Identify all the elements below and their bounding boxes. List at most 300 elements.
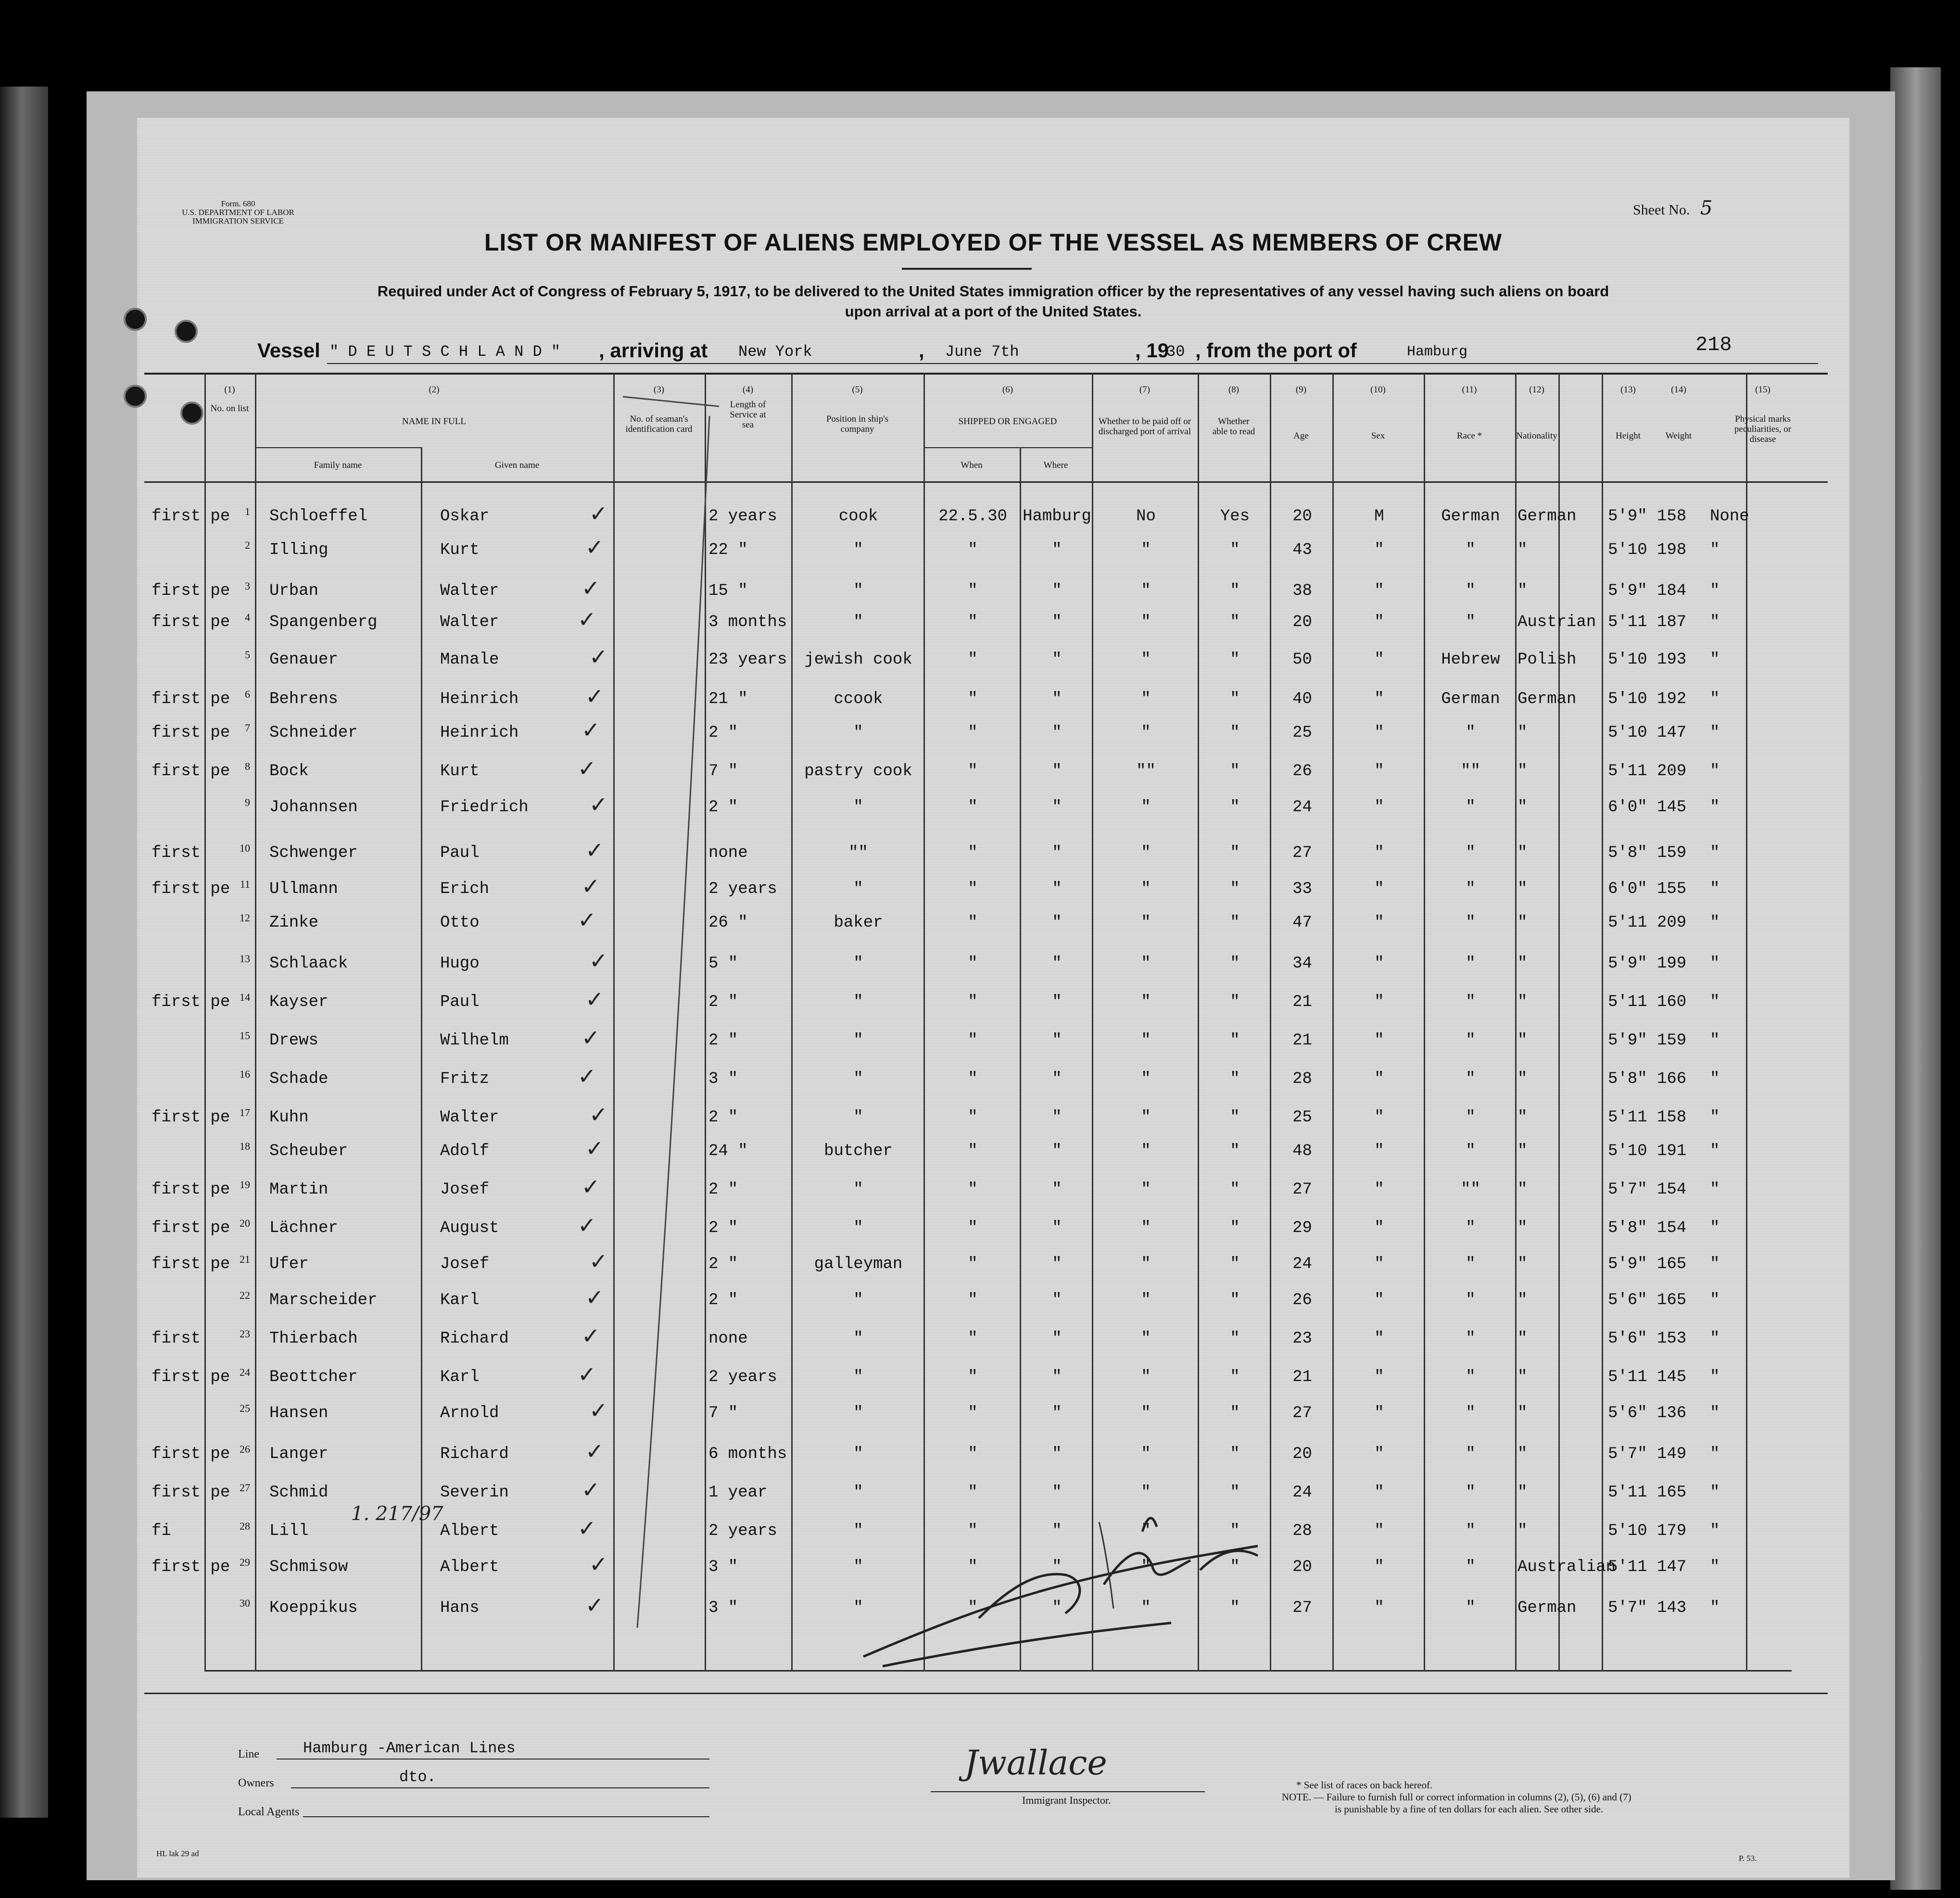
shipped-when-cell: " <box>968 1070 978 1088</box>
footer-top-rule <box>144 1693 1828 1694</box>
subtitle-line-1: Required under Act of Congress of February 5, 1917, to be delivered to the United States immigration officer by the representatives of any vessel having such aliens on board <box>377 283 1609 300</box>
form-id-block <box>166 200 310 226</box>
physical-marks-cell: " <box>1710 690 1720 708</box>
paid-off-cell: " <box>1141 1404 1151 1422</box>
col-header-given: Given name <box>494 460 540 470</box>
checkmark-icon: ✓ <box>582 873 600 899</box>
paid-off-cell: " <box>1141 724 1151 742</box>
position-cell: " <box>853 1291 863 1309</box>
height-cell: 5'7" <box>1608 1181 1647 1199</box>
weight-cell: 191 <box>1657 1142 1687 1160</box>
inspector-signature: Jwallace <box>964 1743 1107 1783</box>
paid-off-cell: " <box>1141 1255 1151 1273</box>
note-races: * See list of races on back hereof. <box>1296 1779 1433 1791</box>
checkmark-icon: ✓ <box>585 986 604 1012</box>
age-cell: 47 <box>1292 914 1312 932</box>
checkmark-icon: ✓ <box>582 1174 600 1200</box>
print-code: HL lak 29 ad <box>156 1849 199 1858</box>
family-name-cell: Lächner <box>269 1219 338 1237</box>
table-row <box>137 1104 1849 1132</box>
family-name-cell: Spangenberg <box>269 613 378 631</box>
family-name-cell: Scheuber <box>269 1142 348 1160</box>
paid-off-cell: " <box>1141 582 1151 600</box>
family-name-cell: Lill <box>269 1522 309 1540</box>
col-rule <box>1515 373 1517 1671</box>
sheet-number-block <box>1633 197 1712 219</box>
shipped-when-cell: " <box>968 955 978 973</box>
sex-cell: " <box>1374 1599 1384 1617</box>
family-name-cell: Koeppikus <box>269 1599 358 1617</box>
weight-cell: 159 <box>1657 844 1687 862</box>
weight-cell: 160 <box>1657 993 1687 1011</box>
can-read-cell: " <box>1230 724 1240 742</box>
service-cell: 3 " <box>708 1070 738 1088</box>
service-cell: 26 " <box>708 914 748 932</box>
footer-rule <box>303 1816 709 1817</box>
age-cell: 24 <box>1292 798 1312 817</box>
weight-cell: 165 <box>1657 1291 1687 1309</box>
shipped-where-cell: " <box>1052 1070 1062 1088</box>
table-row <box>137 1137 1849 1166</box>
age-cell: 27 <box>1292 844 1312 862</box>
number-cell: 2 <box>245 539 250 551</box>
mark-cell: first pe <box>152 1368 230 1386</box>
paid-off-cell: " <box>1141 1445 1151 1463</box>
height-cell: 5'8" <box>1608 1070 1647 1088</box>
given-name-cell: Josef <box>440 1255 490 1273</box>
col-header-when: When <box>961 460 983 470</box>
service-cell: 2 " <box>708 1031 738 1050</box>
service-cell: 2 " <box>708 1181 738 1199</box>
physical-marks-cell: " <box>1710 1404 1720 1422</box>
age-cell: 34 <box>1292 955 1312 973</box>
number-cell: 3 <box>245 580 250 592</box>
weight-cell: 136 <box>1657 1404 1687 1422</box>
can-read-cell: " <box>1230 914 1240 932</box>
position-cell: " <box>853 613 863 631</box>
given-name-cell: Fritz <box>440 1070 490 1088</box>
vessel-name: " D E U T S C H L A N D " <box>329 343 561 361</box>
age-cell: 23 <box>1292 1330 1312 1348</box>
checkmark-icon: ✓ <box>582 1025 600 1051</box>
age-cell: 20 <box>1292 507 1312 526</box>
height-cell: 5'11 <box>1608 1558 1647 1576</box>
position-cell: " <box>853 993 863 1011</box>
can-read-cell: " <box>1230 651 1240 669</box>
shipped-where-cell: " <box>1052 541 1062 559</box>
race-cell: German <box>1441 507 1500 526</box>
position-cell: " <box>853 1445 863 1463</box>
height-cell: 5'9" <box>1608 507 1647 526</box>
paid-off-cell: " <box>1141 541 1151 559</box>
family-name-cell: Ufer <box>269 1255 309 1273</box>
service-cell: 15 " <box>708 582 748 600</box>
position-cell: " <box>853 1558 863 1576</box>
given-name-cell: Friedrich <box>440 798 529 817</box>
position-cell: " <box>853 1219 863 1237</box>
weight-cell: 165 <box>1657 1483 1687 1502</box>
physical-marks-cell: " <box>1710 914 1720 932</box>
family-name-cell: Bock <box>269 762 309 780</box>
family-name-cell: Schneider <box>269 724 358 742</box>
col-num: (5) <box>852 385 863 395</box>
weight-cell: 155 <box>1657 880 1687 898</box>
sex-cell: " <box>1374 955 1384 973</box>
family-name-cell: Schwenger <box>269 844 358 862</box>
number-cell: 29 <box>240 1556 250 1568</box>
weight-cell: 147 <box>1657 724 1687 742</box>
can-read-cell: " <box>1230 1255 1240 1273</box>
given-name-cell: Hans <box>440 1599 480 1617</box>
shipped-when-cell: " <box>968 582 978 600</box>
age-cell: 25 <box>1292 724 1312 742</box>
sex-cell: " <box>1374 1142 1384 1160</box>
given-name-cell: Kurt <box>440 541 480 559</box>
weight-cell: 198 <box>1657 541 1687 559</box>
table-row <box>137 1363 1849 1392</box>
can-read-cell: " <box>1230 1142 1240 1160</box>
col-header-name <box>255 385 613 427</box>
shipped-where-cell: " <box>1052 1599 1062 1617</box>
physical-marks-cell: " <box>1710 1599 1720 1617</box>
shipped-where-cell: " <box>1052 1181 1062 1199</box>
weight-cell: 154 <box>1657 1181 1687 1199</box>
number-cell: 10 <box>240 842 250 854</box>
can-read-cell: " <box>1230 1181 1240 1199</box>
race-cell: " <box>1466 798 1476 817</box>
table-row <box>137 1065 1849 1094</box>
paid-off-cell: " <box>1141 1330 1151 1348</box>
service-cell: 2 years <box>708 1368 777 1386</box>
shipped-where-cell: " <box>1052 798 1062 817</box>
height-cell: 6'0" <box>1608 880 1647 898</box>
physical-marks-cell: " <box>1710 1070 1720 1088</box>
position-cell: pastry cook <box>804 762 912 780</box>
paid-off-cell: " <box>1141 914 1151 932</box>
table-row <box>137 608 1849 637</box>
service-cell: 3 months <box>708 613 787 631</box>
footer-note <box>1282 1779 1631 1815</box>
service-cell: 2 " <box>708 1108 738 1127</box>
checkmark-icon: ✓ <box>585 1438 604 1464</box>
can-read-cell: " <box>1230 1108 1240 1127</box>
physical-marks-cell: " <box>1710 1291 1720 1309</box>
shipped-where-cell: " <box>1052 1255 1062 1273</box>
weight-cell: 166 <box>1657 1070 1687 1088</box>
col-header-no <box>204 385 255 414</box>
service-name: IMMIGRATION SERVICE <box>192 216 284 226</box>
note-line-1: NOTE. — Failure to furnish full or correct information in columns (2), (5), (6) and (7) <box>1282 1791 1631 1803</box>
nationality-cell: Polish <box>1517 651 1577 669</box>
position-cell: " <box>853 1404 863 1422</box>
col-header-where: Where <box>1043 460 1068 470</box>
service-cell: 7 " <box>708 762 738 780</box>
shipped-when-cell: " <box>968 1483 978 1502</box>
handwritten-note: 1. 217/97 <box>351 1503 443 1525</box>
shipped-where-cell: " <box>1052 993 1062 1011</box>
corner-code: P. 53. <box>1739 1854 1757 1863</box>
checkmark-icon: ✓ <box>589 1397 608 1423</box>
shipped-when-cell: " <box>968 914 978 932</box>
shipped-where-cell: " <box>1052 1445 1062 1463</box>
col-title: Age <box>1293 431 1309 441</box>
physical-marks-cell: " <box>1710 1031 1720 1050</box>
given-name-cell: Karl <box>440 1368 480 1386</box>
can-read-cell: " <box>1230 1599 1240 1617</box>
shipped-when-cell: 22.5.30 <box>938 507 1007 526</box>
shipped-where-cell: " <box>1052 880 1062 898</box>
sex-cell: " <box>1374 880 1384 898</box>
nationality-cell: German <box>1517 690 1577 708</box>
number-cell: 22 <box>240 1289 250 1301</box>
given-name-cell: August <box>440 1219 499 1237</box>
nationality-cell: " <box>1517 1445 1528 1463</box>
given-name-cell: Oskar <box>440 507 490 526</box>
physical-marks-cell: " <box>1710 651 1720 669</box>
sex-cell: " <box>1374 582 1384 600</box>
shipped-when-cell: " <box>968 541 978 559</box>
shipped-where-cell: " <box>1052 1483 1062 1502</box>
col-title: No. on list <box>210 403 249 414</box>
sex-cell: " <box>1374 1522 1384 1540</box>
given-name-cell: Paul <box>440 993 480 1011</box>
can-read-cell: " <box>1230 1522 1240 1540</box>
family-name-cell: Ullmann <box>269 880 338 898</box>
footer-line-value: Hamburg -American Lines <box>303 1739 516 1757</box>
age-cell: 27 <box>1292 1599 1312 1617</box>
age-cell: 50 <box>1292 651 1312 669</box>
height-cell: 5'10 <box>1608 541 1647 559</box>
given-name-cell: Erich <box>440 880 490 898</box>
checkmark-icon: ✓ <box>589 1102 608 1128</box>
year-label: , 19 <box>1135 339 1169 362</box>
age-cell: 20 <box>1292 613 1312 631</box>
shipped-subheader-rule <box>923 447 1092 448</box>
age-cell: 28 <box>1292 1522 1312 1540</box>
mark-cell: first pe <box>152 613 230 631</box>
paid-off-cell: " <box>1141 613 1151 631</box>
position-cell: " <box>853 1070 863 1088</box>
checkmark-icon: ✓ <box>589 501 608 527</box>
age-cell: 26 <box>1292 1291 1312 1309</box>
paid-off-cell: " <box>1141 844 1151 862</box>
mark-cell: first pe <box>152 1219 230 1237</box>
can-read-cell: " <box>1230 955 1240 973</box>
family-name-cell: Kayser <box>269 993 329 1011</box>
race-cell: " <box>1466 1108 1476 1127</box>
can-read-cell: " <box>1230 880 1240 898</box>
mark-cell: first pe <box>152 1445 230 1463</box>
can-read-cell: " <box>1230 1483 1240 1502</box>
height-cell: 5'11 <box>1608 993 1647 1011</box>
table-row <box>137 719 1849 748</box>
service-cell: 21 " <box>708 690 748 708</box>
number-cell: 23 <box>240 1328 250 1340</box>
height-cell: 5'6" <box>1608 1330 1647 1348</box>
height-cell: 5'11 <box>1608 1483 1647 1502</box>
table-row <box>137 503 1849 531</box>
number-cell: 12 <box>240 912 250 924</box>
table-top-rule <box>144 373 1828 375</box>
checkmark-icon: ✓ <box>585 837 604 863</box>
nationality-cell: " <box>1517 955 1528 973</box>
number-cell: 11 <box>240 878 250 890</box>
footer-owners-value: dto. <box>399 1768 436 1786</box>
nationality-cell: " <box>1517 1404 1528 1422</box>
physical-marks-cell: " <box>1710 1108 1720 1127</box>
race-cell: " <box>1466 582 1476 600</box>
can-read-cell: " <box>1230 613 1240 631</box>
can-read-cell: " <box>1230 762 1240 780</box>
footer-rule <box>277 1759 709 1760</box>
shipped-when-cell: " <box>968 1330 978 1348</box>
number-cell: 27 <box>240 1482 250 1494</box>
nationality-cell: " <box>1517 993 1528 1011</box>
table-row <box>137 909 1849 938</box>
footer-rule <box>291 1787 709 1788</box>
paid-off-cell: " <box>1141 1291 1151 1309</box>
given-name-cell: Adolf <box>440 1142 490 1160</box>
checkmark-icon: ✓ <box>585 683 604 709</box>
mark-cell: first pe <box>152 993 230 1011</box>
weight-cell: 158 <box>1657 1108 1687 1127</box>
race-cell: Hebrew <box>1441 651 1500 669</box>
age-cell: 26 <box>1292 762 1312 780</box>
nationality-cell: " <box>1517 1142 1528 1160</box>
service-cell: 2 " <box>708 798 738 817</box>
service-cell: 2 years <box>708 880 777 898</box>
given-name-cell: Josef <box>440 1181 490 1199</box>
col-num: (9) <box>1295 385 1307 395</box>
table-row <box>137 536 1849 565</box>
film-edge-right <box>1890 67 1941 1890</box>
nationality-cell: German <box>1517 1599 1577 1617</box>
service-cell: 2 " <box>708 1255 738 1273</box>
race-cell: " <box>1466 1368 1476 1386</box>
given-name-cell: Walter <box>440 1108 499 1127</box>
height-cell: 6'0" <box>1608 798 1647 817</box>
mark-cell: first pe <box>152 880 230 898</box>
paid-off-cell: " <box>1141 1368 1151 1386</box>
shipped-where-cell: " <box>1052 1558 1062 1576</box>
service-cell: 7 " <box>708 1404 738 1422</box>
nationality-cell: " <box>1517 541 1528 559</box>
family-name-cell: Behrens <box>269 690 338 708</box>
service-cell: 1 year <box>708 1483 768 1502</box>
service-cell: 2 " <box>708 1219 738 1237</box>
number-cell: 28 <box>240 1520 250 1532</box>
nationality-cell: " <box>1517 1368 1528 1386</box>
shipped-where-cell: " <box>1052 613 1062 631</box>
family-name-cell: Zinke <box>269 914 319 932</box>
number-cell: 13 <box>240 953 250 965</box>
physical-marks-cell: " <box>1710 1255 1720 1273</box>
family-name-cell: Schade <box>269 1070 329 1088</box>
sex-cell: " <box>1374 690 1384 708</box>
col-header-weight <box>1655 385 1703 441</box>
number-cell: 16 <box>240 1068 250 1080</box>
physical-marks-cell: " <box>1710 1181 1720 1199</box>
service-cell: 3 " <box>708 1558 738 1576</box>
race-cell: " <box>1466 1330 1476 1348</box>
nationality-cell: " <box>1517 1291 1528 1309</box>
table-row <box>137 1176 1849 1205</box>
checkmark-icon: ✓ <box>585 1135 604 1161</box>
position-cell: " <box>853 880 863 898</box>
sex-cell: " <box>1374 798 1384 817</box>
position-cell: " <box>853 955 863 973</box>
height-cell: 5'11 <box>1608 762 1647 780</box>
shipped-when-cell: " <box>968 1404 978 1422</box>
given-name-cell: Heinrich <box>440 724 519 742</box>
family-name-cell: Beottcher <box>269 1368 358 1386</box>
checkmark-icon: ✓ <box>578 907 596 933</box>
col-header-read <box>1198 385 1270 437</box>
col-rule <box>1270 373 1271 1671</box>
paid-off-cell: " <box>1141 1142 1151 1160</box>
shipped-when-cell: " <box>968 1181 978 1199</box>
col-rule <box>204 373 206 1671</box>
shipped-when-cell: " <box>968 1599 978 1617</box>
col-title: Physical marks peculiarities, or disease <box>1734 414 1792 444</box>
race-cell: German <box>1441 690 1500 708</box>
shipped-where-cell: " <box>1052 651 1062 669</box>
shipped-where-cell: Hamburg <box>1023 507 1091 526</box>
col-num: (2) <box>429 385 440 395</box>
family-name-cell: Illing <box>269 541 329 559</box>
checkmark-icon: ✓ <box>582 1477 600 1503</box>
mark-cell: first pe <box>152 1558 230 1576</box>
arrival-date: June 7th <box>945 343 1019 361</box>
given-name-cell: Walter <box>440 582 499 600</box>
family-name-cell: Urban <box>269 582 319 600</box>
service-cell: 3 " <box>708 1599 738 1617</box>
nationality-cell: " <box>1517 1031 1528 1050</box>
service-cell: 2 " <box>708 993 738 1011</box>
sex-cell: " <box>1374 1445 1384 1463</box>
checkmark-icon: ✓ <box>578 1515 596 1541</box>
checkmark-icon: ✓ <box>582 717 600 743</box>
number-cell: 1 <box>245 505 250 517</box>
physical-marks-cell: " <box>1710 1558 1720 1576</box>
height-cell: 5'10 <box>1608 690 1647 708</box>
inspector-label: Immigrant Inspector. <box>1022 1794 1111 1806</box>
sex-cell: " <box>1374 844 1384 862</box>
shipped-where-cell: " <box>1052 1368 1062 1386</box>
can-read-cell: " <box>1230 1330 1240 1348</box>
service-cell: 2 years <box>708 507 777 526</box>
col-num: (12) <box>1529 385 1544 395</box>
paid-off-cell: " <box>1141 1070 1151 1088</box>
physical-marks-cell: " <box>1710 1368 1720 1386</box>
given-name-cell: Hugo <box>440 955 480 973</box>
weight-cell: 193 <box>1657 651 1687 669</box>
col-title: Race * <box>1456 431 1482 441</box>
position-cell: " <box>853 1483 863 1502</box>
family-name-cell: Hansen <box>269 1404 329 1422</box>
checkmark-icon: ✓ <box>578 1361 596 1387</box>
number-cell: 15 <box>240 1030 250 1042</box>
age-cell: 25 <box>1292 1108 1312 1127</box>
physical-marks-cell: " <box>1710 993 1720 1011</box>
shipped-when-cell: " <box>968 1445 978 1463</box>
height-cell: 5'9" <box>1608 955 1647 973</box>
nationality-cell: " <box>1517 1522 1528 1540</box>
sex-cell: " <box>1374 724 1384 742</box>
arrival-year: 30 <box>1166 343 1185 361</box>
punch-hole-icon <box>124 385 147 408</box>
col-rule <box>1332 373 1334 1671</box>
